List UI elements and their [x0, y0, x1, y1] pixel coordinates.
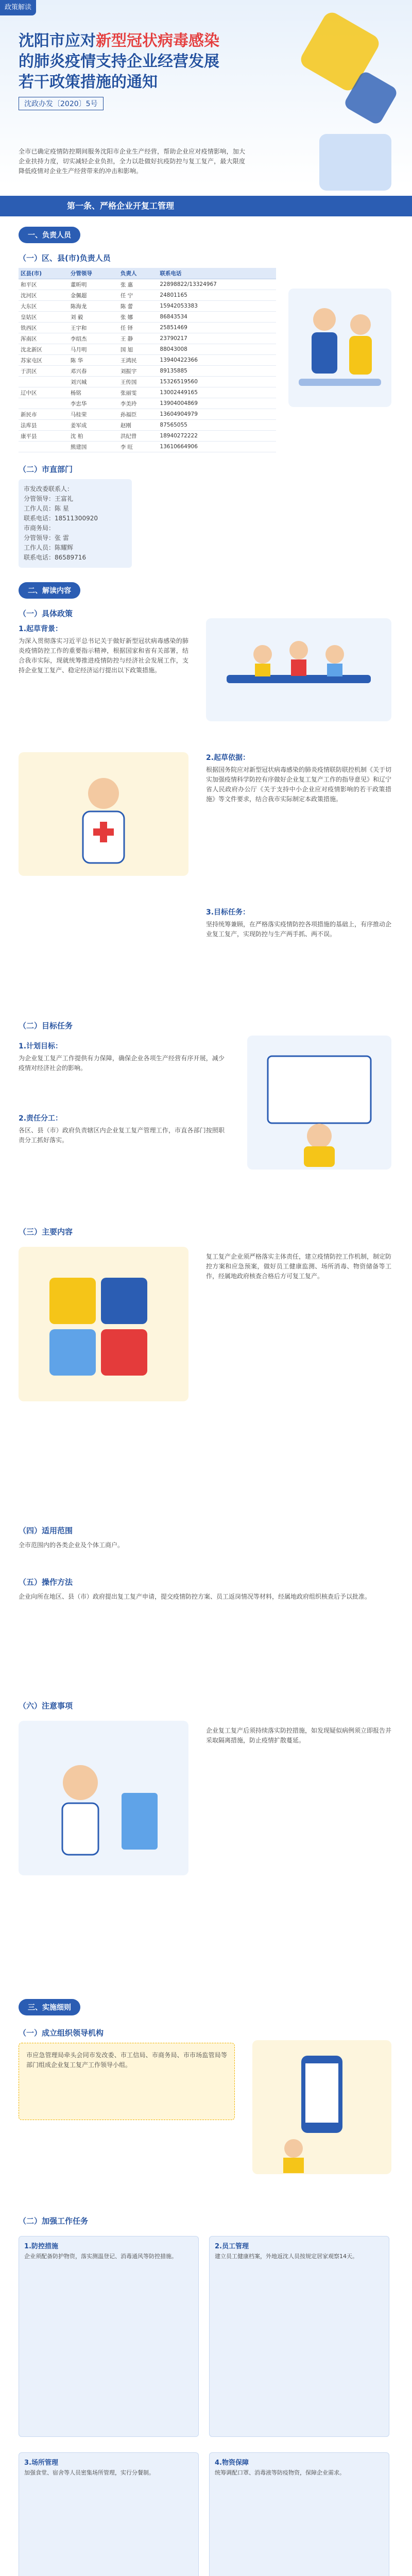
table-cell: 康平县: [19, 431, 68, 442]
subtitle-notes: （六）注意事项: [19, 1701, 73, 1710]
table-cell: 陈海龙: [68, 301, 118, 312]
table-cell: 李忠华: [68, 398, 118, 409]
table-cell: 22898822/13324967: [158, 279, 276, 290]
table-cell: 李绍杰: [68, 333, 118, 344]
title-block: [19, 31, 286, 110]
table-cell: [19, 377, 68, 387]
table-cell: 张 娜: [118, 312, 158, 323]
process-text: 企业向所在地区、县（市）政府提出复工复产申请，提交疫情防控方案、员工返岗情况等材料，经属地政府组织核查后予以批准。: [19, 1593, 371, 1600]
subtitle-tasks: （二）加强工作任务: [19, 2216, 89, 2226]
table-row: [19, 312, 276, 323]
policy-badge: 政策解读: [0, 0, 36, 15]
subtitle-main-content: （三）主要内容: [19, 1227, 73, 1236]
doctor-icon: [19, 752, 188, 876]
table-cell: 董昕明: [68, 279, 118, 290]
contact-line: 市发改委联系人：: [24, 485, 74, 493]
table-cell: 陈 华: [68, 355, 118, 366]
lab-illustration: [19, 1721, 188, 1875]
task-card-title: 4.物资保障: [215, 2459, 249, 2467]
table-cell: 15326519560: [158, 377, 276, 387]
puzzle-icon: [19, 1247, 188, 1401]
table-cell: 13002449165: [158, 387, 276, 398]
meeting-illustration: [206, 618, 391, 721]
goal-duty-heading: 2.责任分工：: [19, 1114, 63, 1123]
table-cell: 任 铎: [118, 323, 158, 333]
table-row: [19, 409, 276, 420]
document-number: 沈政办发〔2020〕5号: [19, 97, 104, 110]
table-cell: 金佩超: [68, 290, 118, 301]
task-card-body: 加强食堂、宿舍等人员密集场所管理，实行分餐制。: [24, 2469, 154, 2476]
table-cell: 张丽雯: [118, 387, 158, 398]
table-cell: 法库县: [19, 420, 68, 431]
subtitle-district: （一）区、县(市)负责人员: [19, 253, 111, 263]
table-cell: 86843534: [158, 312, 276, 323]
goal-duty-text: 各区、县（市）政府负责辖区内企业复工复产管理工作，市直各部门按照职责分工抓好落实。: [19, 1127, 225, 1144]
table-header-row: [19, 268, 276, 279]
table-row: [19, 290, 276, 301]
table-row: [19, 398, 276, 409]
col-header: 区县(市): [19, 268, 68, 279]
scope-text: 全市范围内的各类企业及个体工商户。: [19, 1541, 124, 1549]
doctor-illustration: [19, 752, 188, 876]
table-cell: 马月明: [68, 344, 118, 355]
table-cell: 浑南区: [19, 333, 68, 344]
org-text: 市应急管理局牵头会同市发改委、市工信局、市商务局、市市场监管局等部门组成企业复工复产工作领导小组。: [26, 2052, 227, 2069]
people-illustration: [288, 289, 391, 407]
table-row: [19, 431, 276, 442]
subtitle-org: （一）成立组织领导机构: [19, 2028, 104, 2038]
table-row: [19, 442, 276, 452]
table-cell: [19, 442, 68, 452]
table-row: [19, 344, 276, 355]
table-cell: 大东区: [19, 301, 68, 312]
table-cell: 国 旭: [118, 344, 158, 355]
target-heading: 3.目标任务：: [206, 908, 250, 917]
table-cell: 87565055: [158, 420, 276, 431]
lab-icon: [19, 1721, 188, 1875]
table-cell: 和平区: [19, 279, 68, 290]
background-text: 为深入贯彻落实习近平总书记关于做好新型冠状病毒感染的肺炎疫情防控工作的重要指示精神，根据国家和省有关部署，结合我市实际，现就统筹推进疫情防控与经济社会发展工作，支持企业复工复产、稳定经济运行提出以下政策措施。: [19, 637, 188, 674]
title-line-2: 的肺炎疫情支持企业经营发展: [19, 53, 219, 71]
table-cell: 18940272222: [158, 431, 276, 442]
table-cell: 孙福臣: [118, 409, 158, 420]
target-text: 坚持统筹兼顾，在严格落实疫情防控各项措施的基础上，有序推动企业复工复产，实现防控与生产两手抓、两不误。: [206, 921, 392, 938]
meeting-icon: [206, 618, 391, 721]
table-row: [19, 355, 276, 366]
table-cell: 25851469: [158, 323, 276, 333]
contact-line: 联系电话：86589716: [24, 554, 87, 561]
worker-icon: [247, 1036, 391, 1170]
table-cell: 皇姑区: [19, 312, 68, 323]
task-card-title: 2.员工管理: [215, 2243, 249, 2250]
table-cell: 邓兴春: [68, 366, 118, 377]
title-line-3: 若干政策措施的通知: [19, 73, 158, 91]
basis-text: 根据国务院应对新型冠状病毒感染的肺炎疫情联防联控机制《关于切实加强疫情科学防控有序做好企业复工复产工作的指导意见》和辽宁省人民政府办公厅《关于支持中小企业应对疫情影响的若干政策措施》等文件要求，结合我市实际制定本政策措施。: [206, 766, 392, 803]
table-cell: 辽中区: [19, 387, 68, 398]
phone-icon: [252, 2040, 391, 2174]
task-card-title: 1.防控措施: [24, 2243, 58, 2250]
basis-heading: 2.起草依据：: [206, 754, 250, 762]
table-cell: 王 静: [118, 333, 158, 344]
intro-paragraph: 全市已确定疫情防控期间服务沈阳市企业生产经营，帮助企业应对疫情影响，加大企业扶持力度，切实减轻企业负担，全力以赴做好抗疫防控与复工复产，最大限度降低疫情对企业生产经营带来的冲击和影响。: [19, 148, 245, 175]
table-cell: 陈 蕾: [118, 301, 158, 312]
goal-plan-heading: 1.计划目标：: [19, 1042, 63, 1050]
notes-text: 企业复工复产后须持续落实防控措施，如发现疑似病例须立即报告并采取隔离措施，防止疫情扩散蔓延。: [206, 1727, 392, 1744]
section-bar-1: 第一条、严格企业开复工管理: [0, 196, 412, 216]
subtitle-policy: （一）具体政策: [19, 609, 73, 618]
table-cell: 王传国: [118, 377, 158, 387]
table-cell: 89135885: [158, 366, 276, 377]
puzzle-illustration: [19, 1247, 188, 1401]
table-cell: 13610664906: [158, 442, 276, 452]
contact-line: 工作人员：陈耀辉: [24, 544, 74, 551]
table-cell: 赵刚: [118, 420, 158, 431]
subtitle-city-dept: （二）市直部门: [19, 465, 73, 474]
contact-line: 分管领导：张 雷: [24, 534, 69, 541]
table-cell: 新民市: [19, 409, 68, 420]
staff-table-body: [19, 279, 276, 452]
subtitle-scope: （四）适用范围: [19, 1526, 73, 1535]
table-cell: 24801165: [158, 290, 276, 301]
table-row: [19, 420, 276, 431]
staff-table: [19, 268, 276, 452]
table-cell: 杨铭: [68, 387, 118, 398]
background-heading: 1.起草背景：: [19, 625, 63, 633]
chip-interpretation: 二、解读内容: [19, 582, 80, 599]
table-row: [19, 301, 276, 312]
table-cell: 于洪区: [19, 366, 68, 377]
table-row: [19, 279, 276, 290]
title-highlight: 新型冠状病毒感染: [96, 32, 219, 50]
table-cell: 李 旺: [118, 442, 158, 452]
table-cell: 13904004869: [158, 398, 276, 409]
table-cell: 沈北新区: [19, 344, 68, 355]
table-cell: 王鸿民: [118, 355, 158, 366]
table-row: [19, 366, 276, 377]
table-row: [19, 323, 276, 333]
org-box: [19, 2043, 235, 2120]
table-cell: 王宇和: [68, 323, 118, 333]
contact-line: 工作人员：陈 星: [24, 505, 69, 512]
contact-line: 分管领导：王富礼: [24, 495, 74, 502]
table-cell: 熊建国: [68, 442, 118, 452]
table-cell: 马桂荣: [68, 409, 118, 420]
contact-line: 联系电话：18511300920: [24, 515, 98, 522]
table-row: [19, 387, 276, 398]
phone-illustration: [252, 2040, 391, 2174]
chip-implementation: 三、实施细则: [19, 1999, 80, 2015]
task-card: [209, 2452, 389, 2576]
table-cell: 刘 毅: [68, 312, 118, 323]
task-card: [209, 2236, 389, 2437]
table-cell: 刘振宇: [118, 366, 158, 377]
col-header: 联系电话: [158, 268, 276, 279]
subtitle-process: （五）操作方法: [19, 1578, 73, 1587]
table-cell: 张 惠: [118, 279, 158, 290]
table-cell: 23790217: [158, 333, 276, 344]
title-line-1: [19, 31, 286, 52]
task-card: [19, 2236, 199, 2437]
table-cell: 姜军成: [68, 420, 118, 431]
table-cell: 任 宁: [118, 290, 158, 301]
main-content-text: 复工复产企业须严格落实主体责任，建立疫情防控工作机制，制定防控方案和应急预案，做好员工健康监测、场所消毒、物资储备等工作，经属地政府核查合格后方可复工复产。: [206, 1253, 392, 1280]
task-card-title: 3.场所管理: [24, 2459, 58, 2467]
table-cell: 洪纪曾: [118, 431, 158, 442]
title-prefix: 沈阳市应对: [19, 32, 96, 50]
table-cell: 13604904979: [158, 409, 276, 420]
table-cell: 88043008: [158, 344, 276, 355]
task-card-body: 统筹调配口罩、消毒液等防疫物资，保障企业需求。: [215, 2469, 345, 2476]
table-cell: 刘兴城: [68, 377, 118, 387]
col-header: 负责人: [118, 268, 158, 279]
table-cell: 15942053383: [158, 301, 276, 312]
table-cell: 沈 柏: [68, 431, 118, 442]
table-cell: 铁西区: [19, 323, 68, 333]
table-row: [19, 377, 276, 387]
goal-plan-text: 为企业复工复产工作提供有力保障，确保企业各项生产经营有序开展，减少疫情对经济社会的影响。: [19, 1055, 225, 1072]
table-cell: [19, 398, 68, 409]
chip-responsible: 一、负责人员: [19, 227, 80, 243]
people-icon: [288, 289, 391, 407]
table-cell: 沈河区: [19, 290, 68, 301]
subtitle-goals: （二）目标任务: [19, 1021, 73, 1030]
task-card-body: 企业须配备防护物资，落实测温登记、消毒通风等防控措施。: [24, 2253, 177, 2260]
col-header: 分管领导: [68, 268, 118, 279]
table-cell: 13940422366: [158, 355, 276, 366]
decor-shape: [319, 134, 391, 191]
task-card: [19, 2452, 199, 2576]
task-card-body: 建立员工健康档案，外地返沈人员按规定居家观察14天。: [215, 2253, 358, 2260]
contact-line: 市商务局：: [24, 524, 55, 532]
table-row: [19, 333, 276, 344]
table-cell: 苏家屯区: [19, 355, 68, 366]
city-contact-box: [19, 479, 132, 568]
worker-illustration: [247, 1036, 391, 1170]
table-cell: 李美玲: [118, 398, 158, 409]
